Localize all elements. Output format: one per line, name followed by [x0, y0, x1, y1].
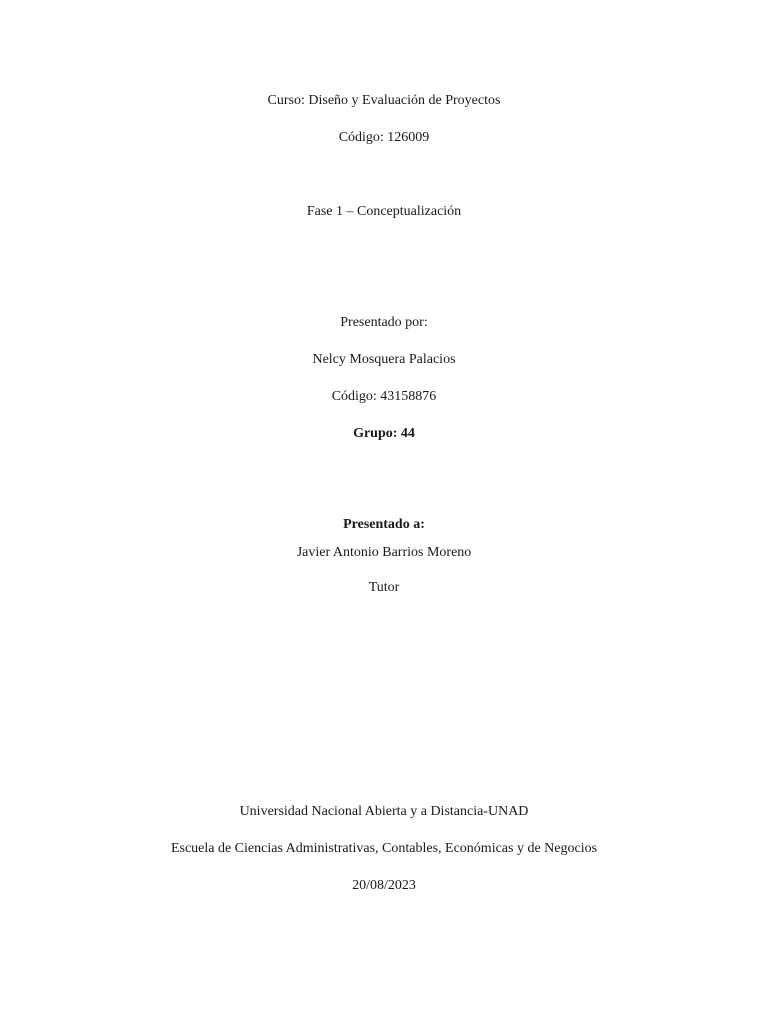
phase-title: Fase 1 – Conceptualización — [306, 204, 462, 219]
presented-by-label: Presentado por: — [340, 315, 428, 330]
group-number: Grupo: 44 — [353, 426, 415, 441]
presented-to-label: Presentado a: — [343, 517, 425, 532]
school-name: Escuela de Ciencias Administrativas, Contables, Económicas y de Negocios — [170, 841, 598, 856]
course-code: Código: 126009 — [338, 130, 430, 145]
document-date: 20/08/2023 — [352, 878, 416, 893]
student-code: Código: 43158876 — [331, 389, 437, 404]
course-title: Curso: Diseño y Evaluación de Proyectos — [267, 93, 501, 108]
student-name: Nelcy Mosquera Palacios — [312, 352, 456, 367]
tutor-role: Tutor — [368, 580, 400, 595]
tutor-name: Javier Antonio Barrios Moreno — [296, 545, 472, 560]
university-name: Universidad Nacional Abierta y a Distancia-UNAD — [239, 804, 529, 819]
